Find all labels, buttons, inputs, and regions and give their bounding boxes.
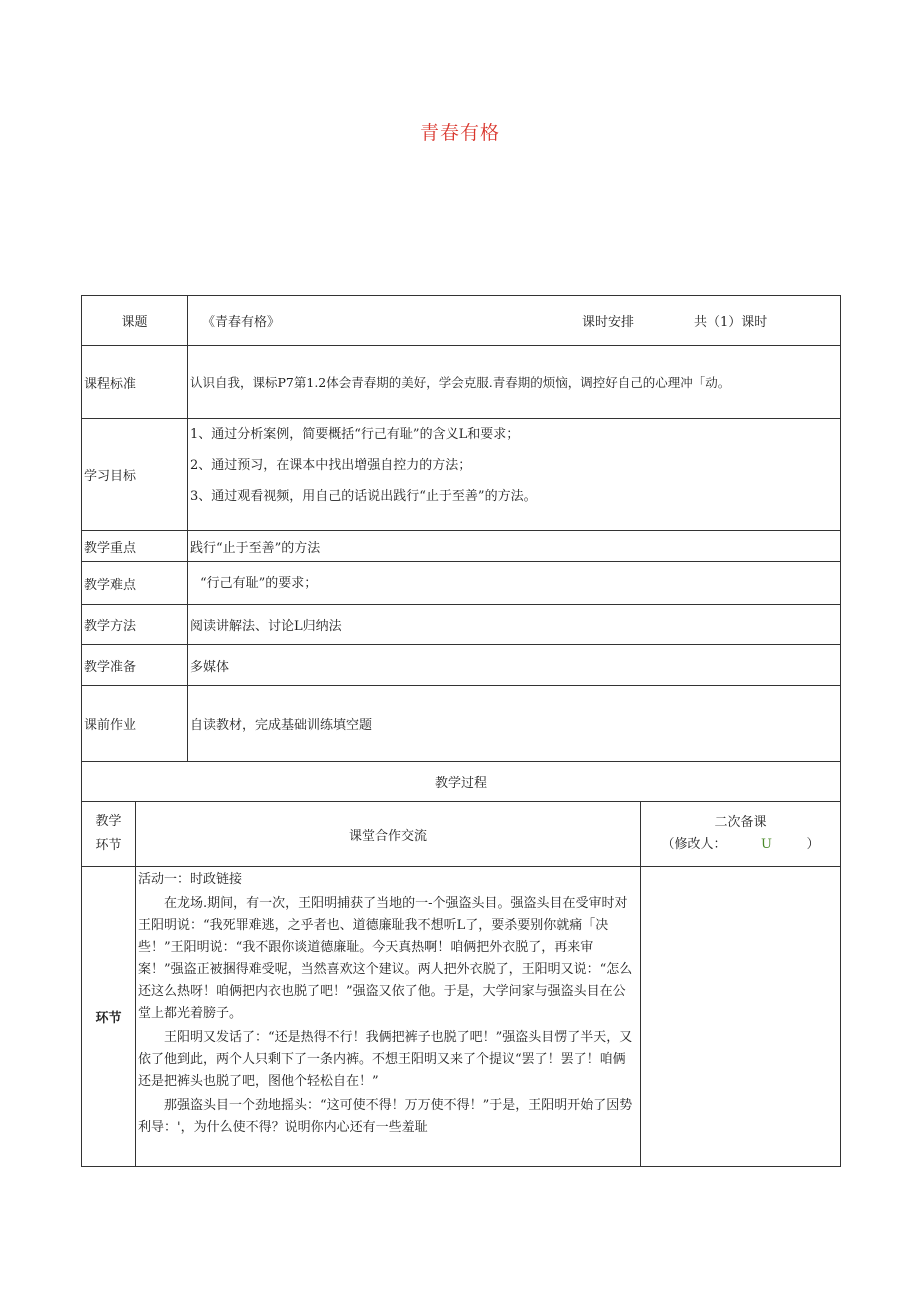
- process-title: 教学过程: [434, 776, 487, 791]
- reviser-close: ）: [806, 837, 820, 852]
- activity-paragraph: 在龙场.期间，有一次，王阳明捕获了当地的一-个强盗头目。强盗头目在受审时对王阳明说：“我死罪难逃，之乎者也、道德廉耻我不想听L了，要杀要别你就痛「决些！”王阳明说：“我不跟你谈道德廉耻。今天真热啊！咱俩把外衣脱了，再来审案！”强盗正被捆得难受呢，当然喜欢这个建议。两人把外衣脱了，王阳明又说：“怎么还这么热呀！咱俩把内衣也脱了吧！”强盗又依了他。于是，大学问家与强盗头目在公堂上都光着膀子。: [138, 896, 633, 1021]
- goal-line: 2、通过预习，在课本中找出增强自控力的方法；: [190, 458, 472, 473]
- revision-header: 二次备课: [714, 815, 767, 830]
- process-title-row: [82, 762, 840, 802]
- process-header-row: [82, 802, 840, 867]
- page-title: 青春有格: [419, 122, 500, 144]
- row-value: 践行“止于至善”的方法: [190, 540, 321, 556]
- row-value: 多媒体: [190, 659, 230, 675]
- table-row: [82, 686, 840, 762]
- schedule-value: 共（1）课时: [694, 315, 768, 330]
- revision-cell: [641, 867, 840, 1166]
- table-row: [82, 419, 840, 531]
- activity-paragraph: 王阳明又发话了：“还是热得不行！我俩把裤子也脱了吧！”强盗头目愣了半天，又依了他到此，两个人只剩下了一条内裤。不想王阳明又来了个提议“罢了！罢了！咱俩还是把裤头也脱了吧，图他个轻松自在！”: [138, 1030, 633, 1089]
- table-row: [82, 346, 840, 419]
- lesson-plan-table: [81, 295, 841, 1167]
- process-col1-header: 教学环节: [95, 814, 122, 853]
- process-col2-header: 课堂合作交流: [136, 802, 641, 866]
- reviser-mark: U: [761, 837, 772, 852]
- table-row: [82, 605, 840, 645]
- table-row: [82, 531, 840, 562]
- process-content-row: [82, 867, 840, 1166]
- table-row-topic: [82, 296, 840, 346]
- table-row: [82, 562, 840, 605]
- row-value: 认识自我，课标P7第1.2体会青春期的美好，学会克服.青春期的烦恼，调控好自己的心理冲「动。: [190, 375, 731, 390]
- row-value: “行己有耻”的要求；: [200, 576, 318, 591]
- row-label: 教学方法: [82, 605, 188, 644]
- reviser-label: （修改人：: [661, 837, 727, 852]
- row-label: 教学重点: [82, 531, 188, 561]
- stage-label: 环节: [82, 867, 136, 1166]
- topic-label: 课题: [82, 296, 188, 345]
- schedule-label: 课时安排: [582, 315, 635, 330]
- row-label: 教学准备: [82, 645, 188, 685]
- goal-line: 1、通过分析案例，简要概括“行己有耻”的含义L和要求；: [190, 427, 520, 442]
- row-label: 教学难点: [82, 562, 188, 604]
- activity-title: 活动一：时政链接: [138, 872, 243, 887]
- activity-paragraph: 那强盗头目一个劲地摇头：“这可使不得！万万使不得！”于是，王阳明开始了因势利导：'，为什么使不得？说明你内心还有一些羞耻: [138, 1098, 633, 1135]
- row-label: 课前作业: [82, 686, 188, 761]
- row-value: 阅读讲解法、讨论L归纳法: [190, 619, 342, 634]
- goal-line: 3、通过观看视频，用自己的话说出践行“止于至善”的方法。: [190, 489, 537, 504]
- topic-value: 《青春有格》: [202, 315, 281, 330]
- row-label: 学习目标: [82, 419, 188, 530]
- row-value: 自读教材，完成基础训练填空题: [190, 718, 373, 733]
- row-label: 课程标准: [82, 346, 188, 418]
- activity-content: [136, 867, 641, 1166]
- table-row: [82, 645, 840, 686]
